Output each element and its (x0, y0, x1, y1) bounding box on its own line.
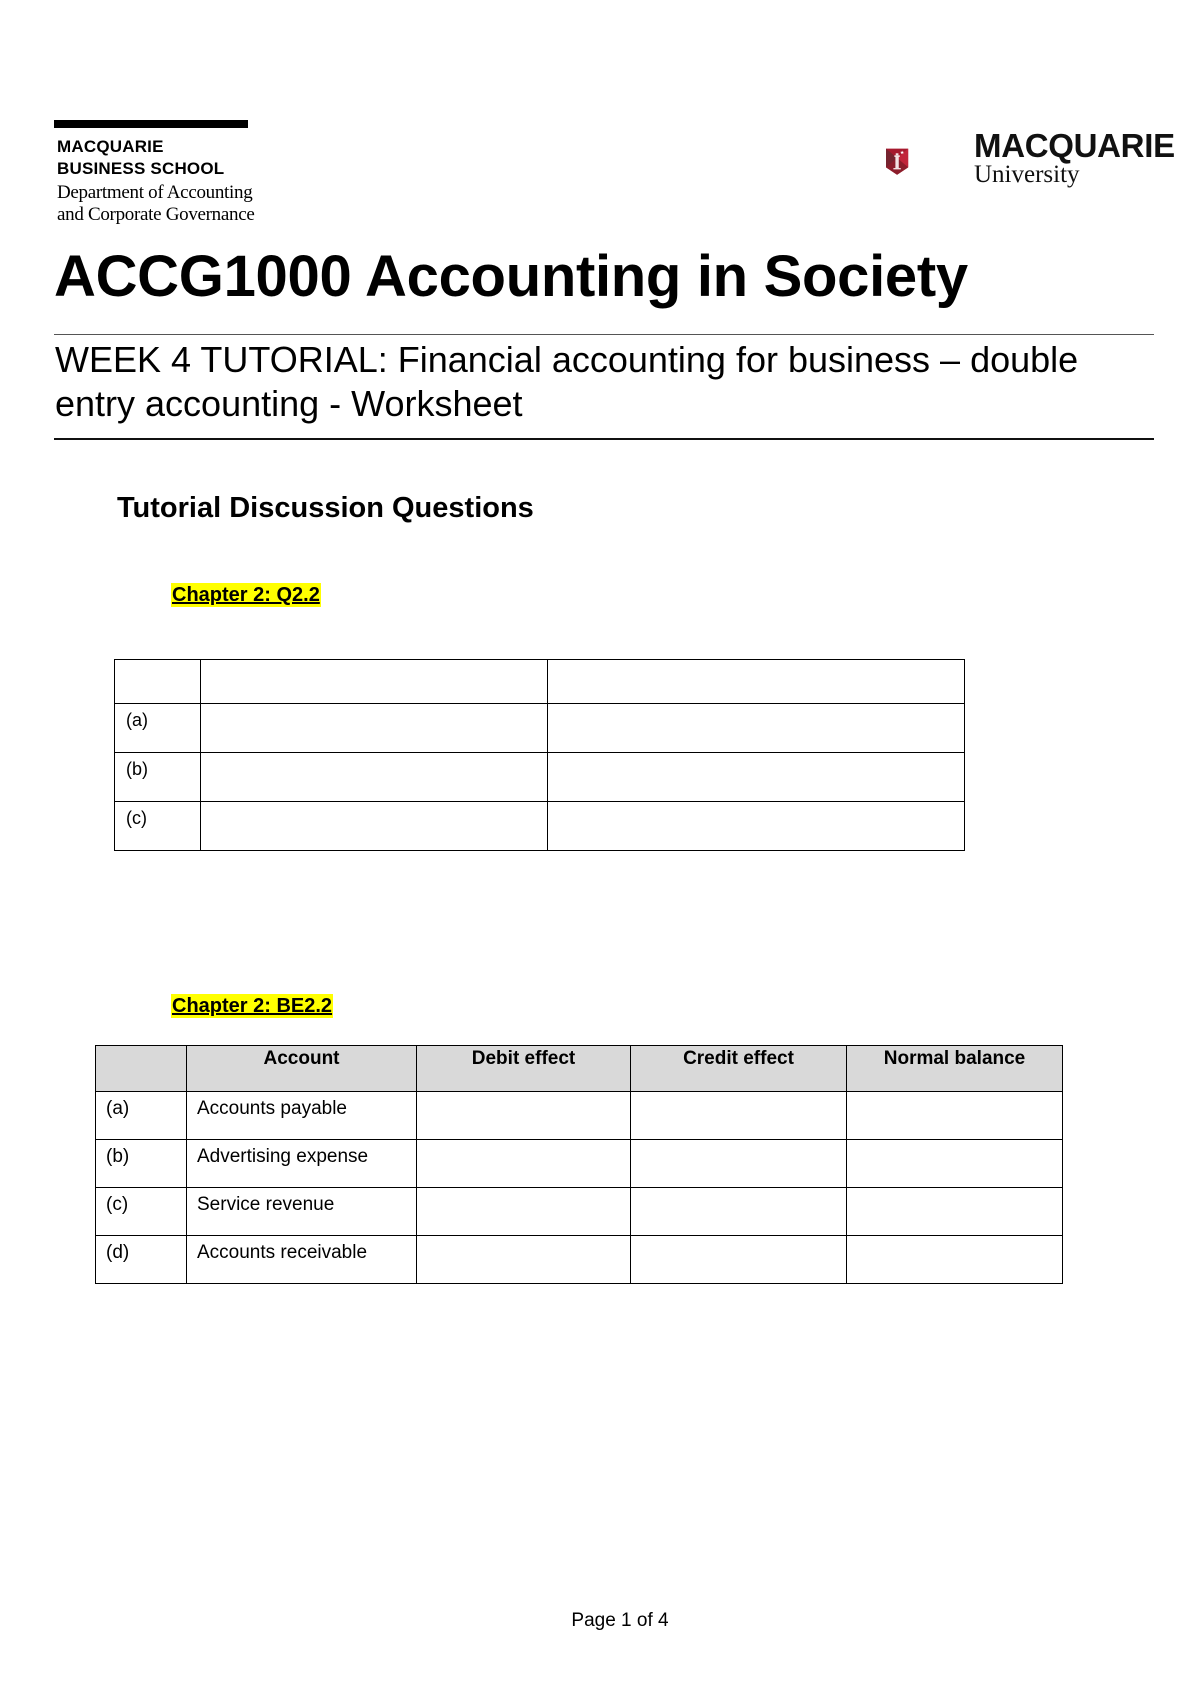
macquarie-university-logo (886, 122, 976, 202)
credit-effect-cell[interactable] (631, 1188, 847, 1236)
logo-wordmark-university: University (974, 161, 1080, 188)
table-row (115, 660, 965, 704)
debit-effect-cell[interactable] (417, 1140, 631, 1188)
table-cell[interactable] (201, 753, 548, 802)
chapter-label-be2-2: Chapter 2: BE2.2 (172, 995, 333, 1017)
dept-line-1: Department of Accounting (57, 182, 253, 203)
credit-effect-cell[interactable] (631, 1236, 847, 1284)
debit-effect-cell[interactable] (417, 1236, 631, 1284)
course-title: ACCG1000 Accounting in Society (54, 244, 968, 309)
school-line-1: MACQUARIE (57, 137, 164, 156)
normal-balance-cell[interactable] (847, 1188, 1063, 1236)
table-row (115, 802, 965, 851)
table-cell[interactable] (201, 660, 548, 704)
dept-line-2: and Corporate Governance (57, 204, 255, 225)
table-row (96, 1092, 1063, 1140)
table-row (115, 704, 965, 753)
department-name (57, 182, 255, 226)
table-row (96, 1140, 1063, 1188)
debit-effect-cell[interactable] (417, 1188, 631, 1236)
column-header-debit-effect: Debit effect (417, 1046, 631, 1092)
table-row (96, 1236, 1063, 1284)
column-header-normal-balance: Normal balance (847, 1046, 1063, 1092)
table-cell[interactable] (548, 704, 965, 753)
business-school-name (57, 136, 224, 180)
normal-balance-cell[interactable] (847, 1092, 1063, 1140)
be2-2-answer-table (95, 1045, 1063, 1284)
table-header-row (96, 1046, 1063, 1092)
account-name: Service revenue (187, 1188, 417, 1236)
page-number: Page 1 of 4 (571, 1610, 669, 1631)
q2-2-answer-table (114, 659, 965, 851)
table-cell[interactable] (201, 802, 548, 851)
section-heading: Tutorial Discussion Questions (117, 492, 534, 524)
row-letter: (b) (115, 753, 201, 802)
table-cell[interactable] (548, 660, 965, 704)
row-letter: (c) (96, 1188, 187, 1236)
logo-wordmark-macquarie: MACQUARIE (974, 127, 1175, 164)
title-divider (54, 334, 1154, 335)
debit-effect-cell[interactable] (417, 1092, 631, 1140)
row-letter: (c) (115, 802, 201, 851)
row-letter: (d) (96, 1236, 187, 1284)
column-header-account: Account (187, 1046, 417, 1092)
account-name: Accounts payable (187, 1092, 417, 1140)
table-cell[interactable] (548, 802, 965, 851)
row-letter: (b) (96, 1140, 187, 1188)
row-letter: (a) (96, 1092, 187, 1140)
table-cell[interactable] (201, 704, 548, 753)
table-cell[interactable] (115, 660, 201, 704)
normal-balance-cell[interactable] (847, 1236, 1063, 1284)
subtitle-divider (54, 438, 1154, 440)
school-line-2: BUSINESS SCHOOL (57, 159, 225, 178)
chapter-label-q2-2: Chapter 2: Q2.2 (172, 584, 320, 606)
table-row (115, 753, 965, 802)
table-row (96, 1188, 1063, 1236)
column-header-credit-effect: Credit effect (631, 1046, 847, 1092)
header-black-bar (54, 120, 248, 128)
lighthouse-shield-icon (886, 149, 908, 175)
tutorial-subtitle: WEEK 4 TUTORIAL: Financial accounting for business – double entry accounting - Worksheet (55, 339, 1079, 424)
credit-effect-cell[interactable] (631, 1092, 847, 1140)
row-letter: (a) (115, 704, 201, 753)
credit-effect-cell[interactable] (631, 1140, 847, 1188)
column-header-blank (96, 1046, 187, 1092)
normal-balance-cell[interactable] (847, 1140, 1063, 1188)
table-cell[interactable] (548, 753, 965, 802)
account-name: Advertising expense (187, 1140, 417, 1188)
account-name: Accounts receivable (187, 1236, 417, 1284)
